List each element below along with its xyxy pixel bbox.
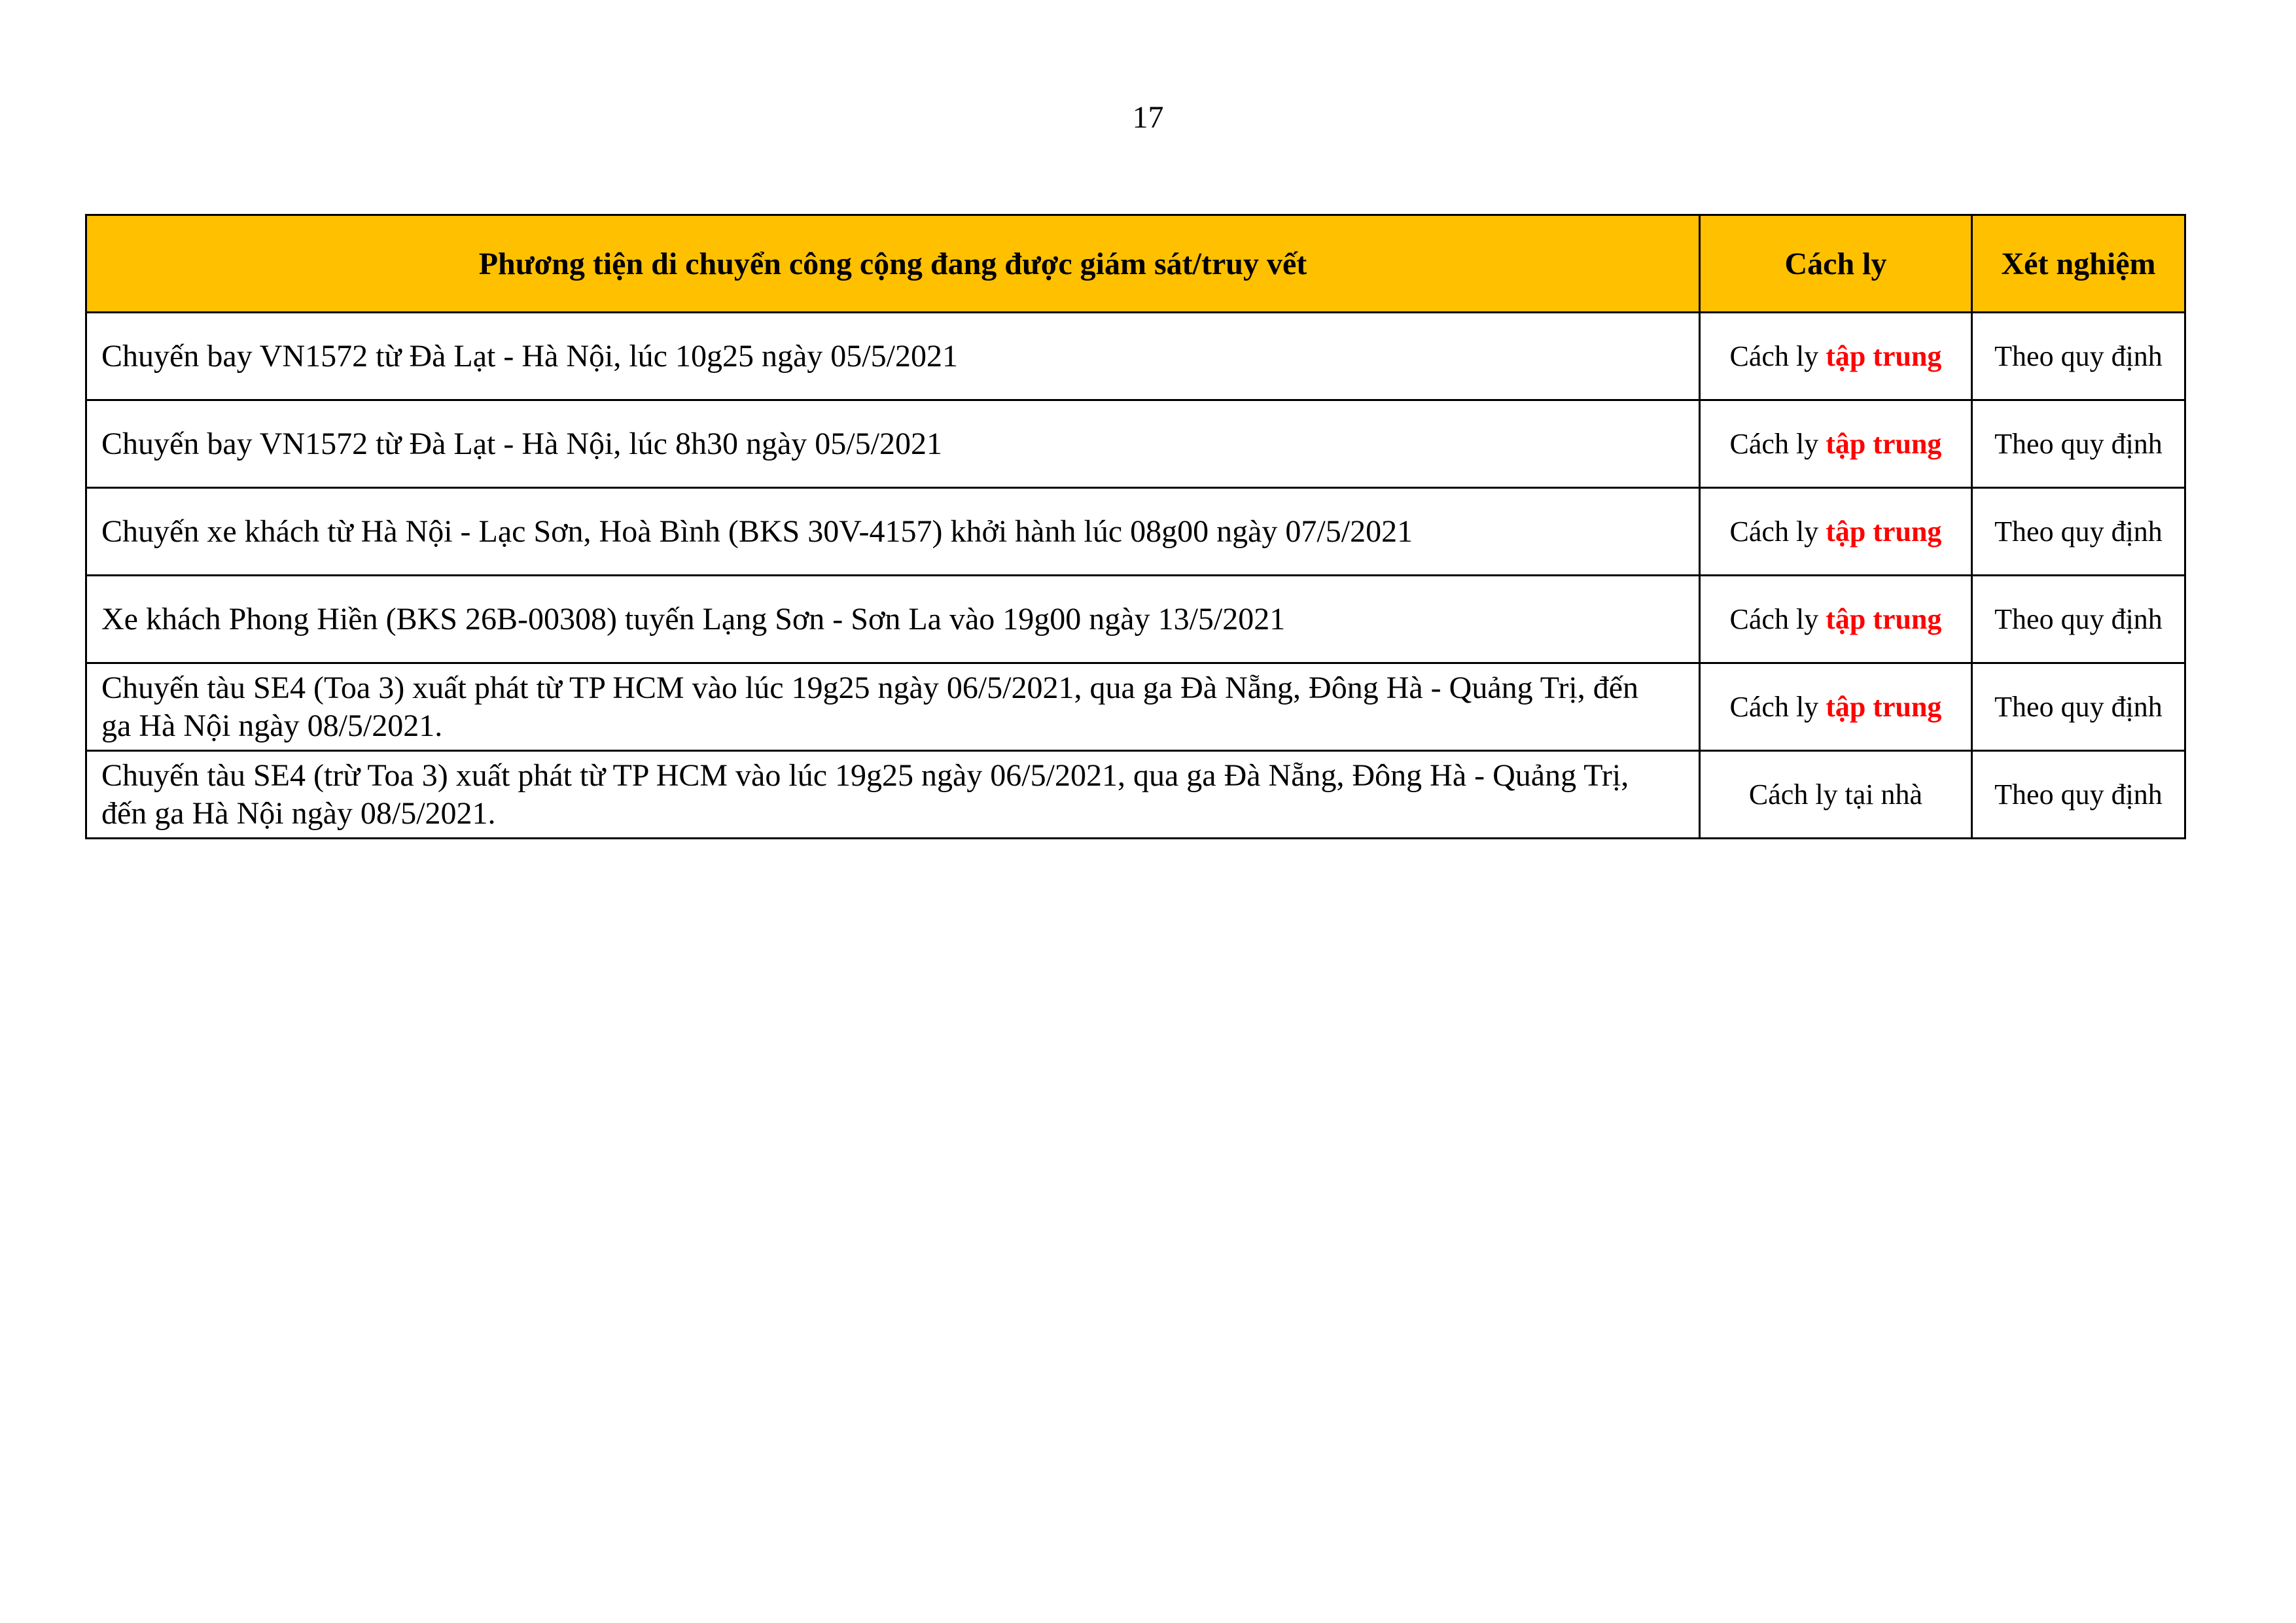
route-cell: Xe khách Phong Hiền (BKS 26B-00308) tuyến Lạng Sơn - Sơn La vào 19g00 ngày 13/5/2021 [86, 576, 1700, 663]
quarantine-cell [1700, 751, 1972, 839]
table-row [86, 751, 2185, 839]
quarantine-cell [1700, 576, 1972, 663]
test-cell: Theo quy định [1972, 751, 2185, 839]
quarantine-prefix: Cách ly [1729, 515, 1819, 548]
table-row [86, 663, 2185, 751]
test-cell: Theo quy định [1972, 400, 2185, 488]
quarantine-emphasis: tập trung [1826, 691, 1942, 723]
quarantine-cell [1700, 488, 1972, 576]
quarantine-cell [1700, 663, 1972, 751]
quarantine-emphasis: tập trung [1826, 428, 1942, 460]
route-cell: Chuyến tàu SE4 (trừ Toa 3) xuất phát từ TP HCM vào lúc 19g25 ngày 06/5/2021, qua ga Đà Nẵng, Đông Hà - Quảng Trị, đến ga Hà Nội ngày 08/5/2021. [86, 751, 1700, 839]
quarantine-emphasis: tập trung [1826, 603, 1942, 635]
header-test: Xét nghiệm [1972, 215, 2185, 313]
test-cell: Theo quy định [1972, 313, 2185, 400]
quarantine-prefix: Cách ly [1729, 603, 1819, 635]
route-cell: Chuyến bay VN1572 từ Đà Lạt - Hà Nội, lúc 8h30 ngày 05/5/2021 [86, 400, 1700, 488]
test-cell: Theo quy định [1972, 488, 2185, 576]
table-row [86, 400, 2185, 488]
header-route: Phương tiện di chuyển công cộng đang được giám sát/truy vết [86, 215, 1700, 313]
table-header-row [86, 215, 2185, 313]
quarantine-prefix: Cách ly [1729, 340, 1819, 372]
quarantine-emphasis: tập trung [1826, 340, 1942, 372]
page-number: 17 [1132, 100, 1164, 135]
table-row [86, 488, 2185, 576]
test-cell: Theo quy định [1972, 576, 2185, 663]
table-row [86, 576, 2185, 663]
route-cell: Chuyến tàu SE4 (Toa 3) xuất phát từ TP HCM vào lúc 19g25 ngày 06/5/2021, qua ga Đà Nẵng, Đông Hà - Quảng Trị, đến ga Hà Nội ngày 08/5/2021. [86, 663, 1700, 751]
quarantine-cell [1700, 313, 1972, 400]
quarantine-cell [1700, 400, 1972, 488]
header-quarantine: Cách ly [1700, 215, 1972, 313]
test-cell: Theo quy định [1972, 663, 2185, 751]
route-cell: Chuyến xe khách từ Hà Nội - Lạc Sơn, Hoà Bình (BKS 30V-4157) khởi hành lúc 08g00 ngày 07/5/2021 [86, 488, 1700, 576]
traced-transport-table [85, 214, 2186, 839]
route-cell: Chuyến bay VN1572 từ Đà Lạt - Hà Nội, lúc 10g25 ngày 05/5/2021 [86, 313, 1700, 400]
quarantine-emphasis: tập trung [1826, 515, 1942, 548]
quarantine-prefix: Cách ly [1729, 428, 1819, 460]
table-row [86, 313, 2185, 400]
quarantine-prefix: Cách ly tại nhà [1748, 778, 1923, 811]
quarantine-prefix: Cách ly [1729, 691, 1819, 723]
